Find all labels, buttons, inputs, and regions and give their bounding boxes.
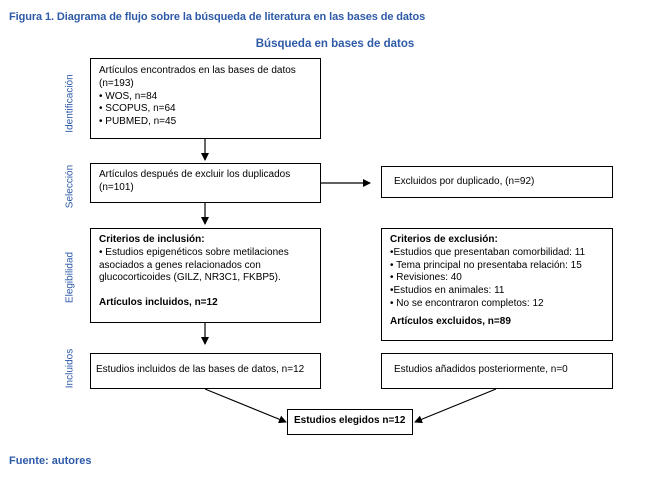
included-studies-text: Estudios incluidos de las bases de datos, n=12 [96,364,305,375]
after-duplicates-line2: (n=101) [99,181,134,193]
exclusion-item-incomplete: • No se encontraron completos: 12 [390,297,544,309]
found-item-scopus: • SCOPUS, n=64 [99,103,176,115]
found-item-wos: • WOS, n=84 [99,90,158,102]
exclusion-item-animals: •Estudios en animales: 11 [390,285,505,297]
box-final-selected [287,409,413,435]
box-exclusion-criteria [381,228,613,341]
final-selected-text: Estudios elegidos n=12 [294,415,406,426]
diagram-subtitle: Búsqueda en bases de datos [255,38,415,50]
figure-source: Fuente: autores [9,455,92,467]
box-after-duplicates [90,163,321,203]
exclusion-result: Artículos excluidos, n=89 [390,315,511,327]
excluded-duplicates-text: Excluidos por duplicado, (n=92) [394,176,535,187]
exclusion-item-topic: • Tema principal no presentaba relación: 15 [390,259,582,271]
found-title: Artículos encontrados en las bases de datos [99,65,296,76]
box-inclusion-criteria [90,228,321,323]
phase-label-incluidos: Incluidos [64,348,76,389]
found-count: (n=193) [99,77,134,89]
phase-label-identificacion: Identificación [64,74,76,133]
inclusion-heading: Criterios de inclusión: [99,234,205,245]
arrow-added-to-final [415,389,496,422]
added-later-text: Estudios añadidos posteriormente, n=0 [394,364,568,375]
inclusion-result: Artículos incluidos, n=12 [99,297,218,309]
inclusion-criteria-text: • Estudios epigenéticos sobre metilaciones asociados a genes relacionados con glucocorticoides (GILZ, NR3C1, FKBP5). [99,246,289,284]
exclusion-item-reviews: • Revisiones: 40 [390,272,462,284]
box-excluded-duplicates [381,166,613,198]
after-duplicates-line1: Artículos después de excluir los duplicados [99,169,291,180]
exclusion-item-comorbidity: •Estudios que presentaban comorbilidad: 11 [390,246,586,258]
box-articles-found [90,58,321,139]
found-item-pubmed: • PUBMED, n=45 [99,116,177,128]
phase-label-elegibilidad: Elegibilidad [64,251,76,304]
box-included-studies [90,353,321,389]
phase-label-seleccion: Selección [64,164,76,209]
box-added-later [381,353,613,389]
arrow-included-to-final [205,389,286,422]
exclusion-heading: Criterios de exclusión: [390,234,498,245]
figure-caption: Figura 1. Diagrama de flujo sobre la búsqueda de literatura en las bases de datos [9,11,426,23]
